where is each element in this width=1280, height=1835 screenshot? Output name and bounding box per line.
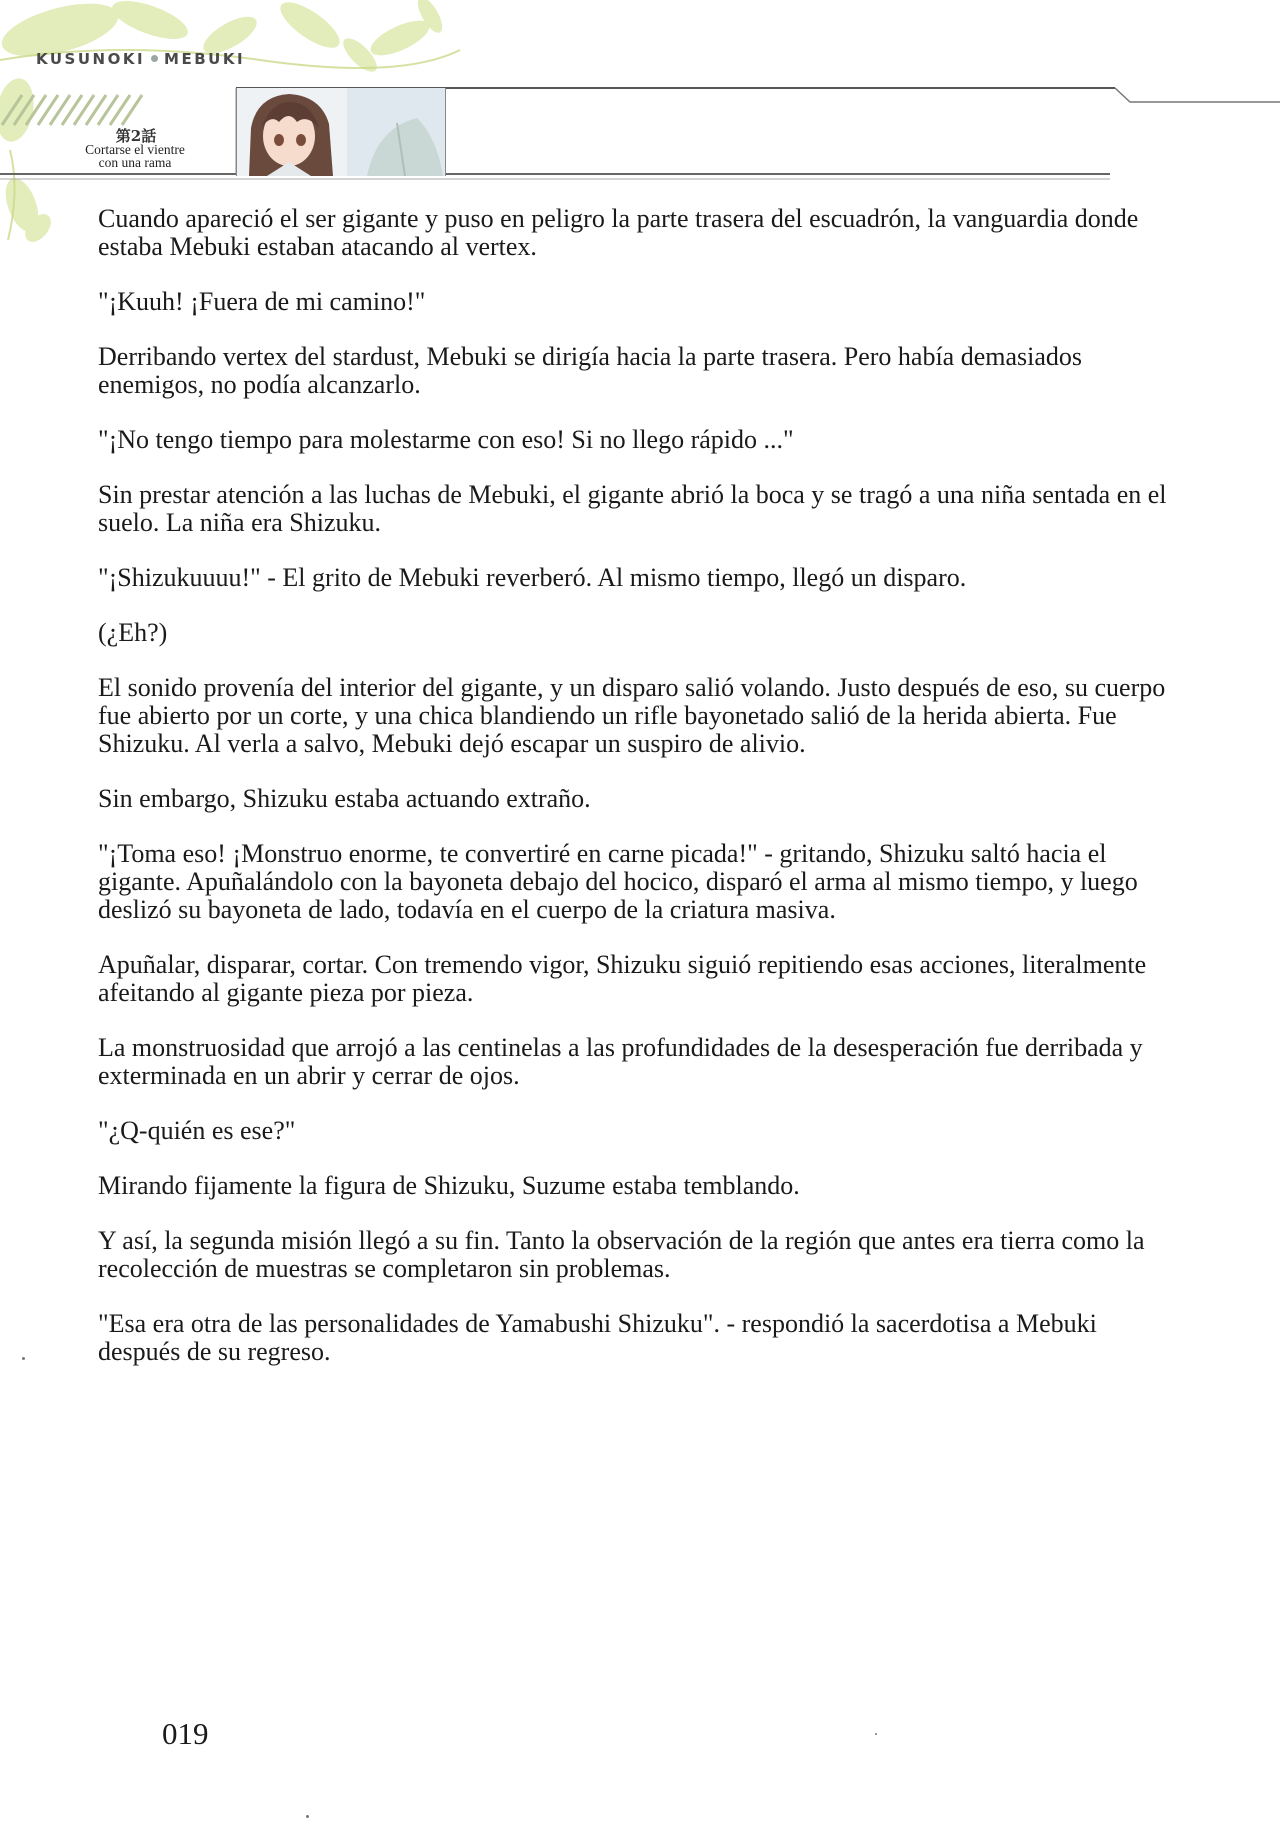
paragraph: "¡Toma eso! ¡Monstruo enorme, te convertiré en carne picada!" - gritando, Shizuku saltó hacia el gigante. Apuñalándolo con la bayoneta debajo del hocico, disparó el arma al mismo tiempo, y luego deslizó su bayoneta de lado, todavía en el cuerpo de la criatura masiva. (98, 839, 1138, 924)
paragraph: Cuando apareció el ser gigante y puso en peligro la parte trasera del escuadrón, la vanguardia donde estaba Mebuki estaban atacando al vertex. (98, 204, 1139, 261)
paragraph: Apuñalar, disparar, cortar. Con tremendo vigor, Shizuku siguió repitiendo esas acciones, literalmente afeitando al gigante pieza por pieza. (98, 950, 1147, 1007)
series-name-left: KUSUNOKI (36, 50, 146, 68)
paragraph: Y así, la segunda misión llegó a su fin. Tanto la observación de la región que antes era tierra como la recolección de muestras se completaron sin problemas. (98, 1226, 1145, 1283)
chapter-title-line2: con una rama (98, 155, 172, 170)
header-rule (0, 80, 1280, 190)
separator-dot-icon (151, 55, 158, 62)
scan-speck (306, 1815, 309, 1818)
chapter-title (62, 143, 208, 169)
paragraph: Derribando vertex del stardust, Mebuki se dirigía hacia la parte trasera. Pero había demasiados enemigos, no podía alcanzarlo. (98, 342, 1083, 399)
paragraph: El sonido provenía del interior del gigante, y un disparo salió volando. Justo después de eso, su cuerpo fue abierto por un corte, y una chica blandiendo un rifle bayonetado salió de la herida abierta. Fue Shizuku. Al verla a salvo, Mebuki dejó escapar un suspiro de alivio. (98, 673, 1166, 758)
chapter-number: 第2話 (115, 127, 157, 145)
paragraph: "¡Kuuh! ¡Fuera de mi camino!" (98, 287, 426, 316)
paragraph: "Esa era otra de las personalidades de Yamabushi Shizuku". - respondió la sacerdotisa a Mebuki después de su regreso. (98, 1309, 1097, 1366)
paragraph: "¡No tengo tiempo para molestarme con eso! Si no llego rápido ..." (98, 425, 794, 454)
scan-speck (22, 1357, 25, 1360)
scan-speck (875, 1733, 877, 1735)
paragraph: Sin prestar atención a las luchas de Mebuki, el gigante abrió la boca y se tragó a una niña sentada en el suelo. La niña era Shizuku. (98, 480, 1167, 537)
series-header (36, 50, 245, 68)
paragraph: "¡Shizukuuuu!" - El grito de Mebuki reverberó. Al mismo tiempo, llegó un disparo. (98, 563, 967, 592)
paragraph: Sin embargo, Shizuku estaba actuando extraño. (98, 784, 591, 813)
body-text (98, 205, 1178, 1393)
page-number: 019 (162, 1716, 209, 1751)
paragraph: (¿Eh?) (98, 618, 168, 647)
series-name-right: MEBUKI (164, 50, 246, 68)
chapter-title-line1: Cortarse el vientre (85, 142, 185, 157)
paragraph: "¿Q-quién es ese?" (98, 1116, 296, 1145)
paragraph: Mirando fijamente la figura de Shizuku, Suzume estaba temblando. (98, 1171, 800, 1200)
character-portrait-icon (236, 88, 446, 176)
paragraph: La monstruosidad que arrojó a las centinelas a las profundidades de la desesperación fue derribada y exterminada en un abrir y cerrar de ojos. (98, 1033, 1143, 1090)
